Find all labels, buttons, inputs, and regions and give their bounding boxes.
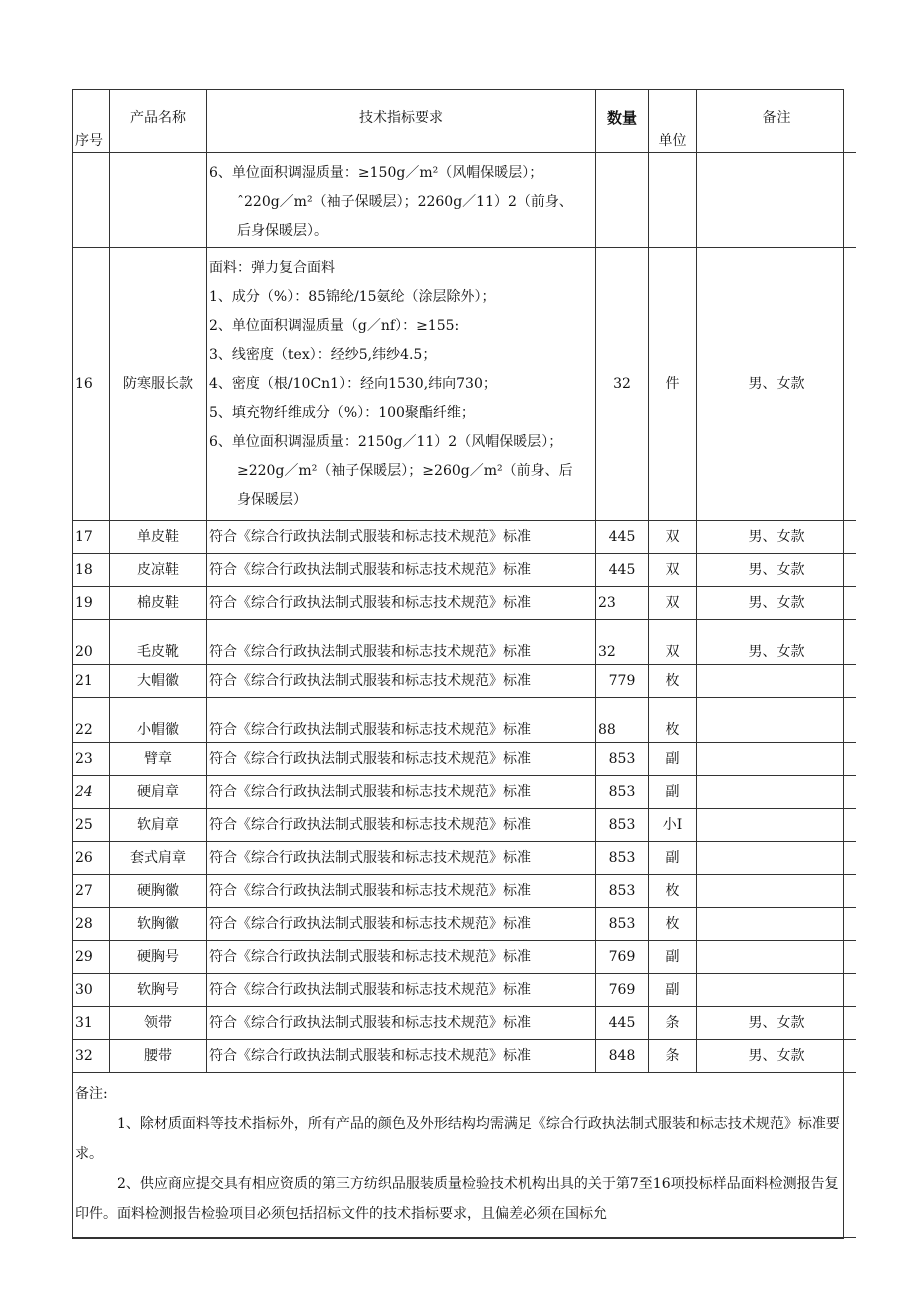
row-unit: 副: [649, 743, 697, 776]
row-name: 小帽徽: [110, 698, 207, 743]
row-note: 男、女款: [697, 521, 857, 554]
row-no: 19: [73, 587, 110, 620]
header-spec: 技术指标要求: [207, 90, 596, 153]
spec-line: 4、密度（根/10Cn1）：经向1530,纬向730；: [209, 376, 497, 392]
table-row: [73, 842, 856, 875]
continued-note-cell: [697, 153, 857, 248]
row-unit: 双: [649, 521, 697, 554]
row-name: 软胸徽: [110, 908, 207, 941]
header-note: 备注: [697, 90, 857, 153]
row-no: 29: [73, 941, 110, 974]
table-row: [73, 1040, 856, 1073]
continued-spec-cell: [207, 153, 596, 248]
spec-line: 面料：弹力复合面料: [209, 260, 335, 276]
row-name: 臂章: [110, 743, 207, 776]
row-name: 防寒服长款: [110, 248, 207, 521]
row-note: 男、女款: [697, 1007, 857, 1040]
row-unit: 副: [649, 941, 697, 974]
row-spec: 符合《综合行政执法制式服装和标志技术规范》标准: [207, 776, 596, 809]
continued-unit-cell: [649, 153, 697, 248]
requirements-table-frame: [72, 89, 844, 1239]
row-unit: 双: [649, 554, 697, 587]
row-spec: 符合《综合行政执法制式服装和标志技术规范》标准: [207, 908, 596, 941]
row-no: 24: [73, 776, 110, 809]
row-qty: 779: [596, 665, 649, 698]
row-unit: 小I: [649, 809, 697, 842]
row-no: 30: [73, 974, 110, 1007]
row-note: [697, 809, 857, 842]
row-qty: 853: [596, 809, 649, 842]
row-qty: 769: [596, 941, 649, 974]
row-no: 23: [73, 743, 110, 776]
notes-row: [73, 1073, 856, 1238]
row-no: 17: [73, 521, 110, 554]
row-note: [697, 908, 857, 941]
table-row: [73, 1007, 856, 1040]
row-spec: 符合《综合行政执法制式服装和标志技术规范》标准: [207, 1040, 596, 1073]
table-row: [73, 620, 856, 665]
row-unit: 枚: [649, 665, 697, 698]
continued-spec-line: 6、单位面积调湿质量：≥150g／m²（风帽保暖层）；: [209, 165, 544, 181]
row-no: 28: [73, 908, 110, 941]
row-name: 单皮鞋: [110, 521, 207, 554]
row-note: [697, 776, 857, 809]
header-name: 产品名称: [110, 90, 207, 153]
header-unit: 单位: [649, 90, 697, 153]
spec-line: 身保暖层）: [237, 492, 307, 508]
row-no: 26: [73, 842, 110, 875]
row-unit: 双: [649, 587, 697, 620]
row-no: 16: [73, 248, 110, 521]
row-unit: 条: [649, 1007, 697, 1040]
spec-line: ≥220g／m²（袖子保暖层）；≥260g／m²（前身、后: [237, 463, 573, 479]
row-spec: [207, 248, 596, 521]
table-row: [73, 875, 856, 908]
row-name: 毛皮靴: [110, 620, 207, 665]
row-qty: 853: [596, 908, 649, 941]
table-row: [73, 521, 856, 554]
row-qty: 32: [596, 620, 649, 665]
row-no: 32: [73, 1040, 110, 1073]
table-row: [73, 554, 856, 587]
notes-title: 备注:: [75, 1086, 108, 1102]
notes-paragraph: 2、供应商应提交具有相应资质的第三方纺织品服装质量检验技术机构出具的关于第7至16项投标样品面料检测报告复印件。面料检测报告检验项目必须包括招标文件的技术指标要求，且偏差必须在国标允: [75, 1176, 839, 1222]
row-no: 18: [73, 554, 110, 587]
row-spec: 符合《综合行政执法制式服装和标志技术规范》标准: [207, 521, 596, 554]
row-name: 腰带: [110, 1040, 207, 1073]
table-row: [73, 776, 856, 809]
row-qty: 445: [596, 521, 649, 554]
row-qty: 32: [596, 248, 649, 521]
row-spec: 符合《综合行政执法制式服装和标志技术规范》标准: [207, 620, 596, 665]
row-name: 领带: [110, 1007, 207, 1040]
row-no: 25: [73, 809, 110, 842]
row-spec: 符合《综合行政执法制式服装和标志技术规范》标准: [207, 842, 596, 875]
spec-line: 1、成分（%）：85锦纶/15氨纶（涂层除外）；: [209, 289, 496, 305]
row-qty: 88: [596, 698, 649, 743]
row-unit: 枚: [649, 875, 697, 908]
row-qty: 445: [596, 554, 649, 587]
row-note: [697, 698, 857, 743]
spec-line: 2、单位面积调湿质量（g／nf）：≥155:: [209, 318, 460, 334]
row-qty: 853: [596, 776, 649, 809]
row-note: 男、女款: [697, 554, 857, 587]
row-unit: 双: [649, 620, 697, 665]
row-qty: 445: [596, 1007, 649, 1040]
row-name: 套式肩章: [110, 842, 207, 875]
row-note: 男、女款: [697, 1040, 857, 1073]
table-header-row: [73, 90, 856, 153]
row-spec: 符合《综合行政执法制式服装和标志技术规范》标准: [207, 665, 596, 698]
row-unit: 副: [649, 842, 697, 875]
row-no: 27: [73, 875, 110, 908]
row-name: 棉皮鞋: [110, 587, 207, 620]
spec-line: 5、填充物纤维成分（%）：100聚酯纤维；: [209, 405, 475, 421]
table-row: [73, 809, 856, 842]
table-row: [73, 908, 856, 941]
notes-cell: [73, 1073, 856, 1238]
continued-qty-cell: [596, 153, 649, 248]
row-name: 大帽徽: [110, 665, 207, 698]
row-unit: 枚: [649, 908, 697, 941]
row-spec: 符合《综合行政执法制式服装和标志技术规范》标准: [207, 587, 596, 620]
row-note: [697, 941, 857, 974]
continued-spec-line: 后身保暖层）。: [237, 223, 328, 239]
row-unit: 条: [649, 1040, 697, 1073]
spec-line: 3、线密度（tex）：经纱5,纬纱4.5；: [209, 347, 437, 363]
row-unit: 枚: [649, 698, 697, 743]
row-no: 31: [73, 1007, 110, 1040]
row-note: 男、女款: [697, 587, 857, 620]
table-row: [73, 698, 856, 743]
row-spec: 符合《综合行政执法制式服装和标志技术规范》标准: [207, 941, 596, 974]
row-note: 男、女款: [697, 620, 857, 665]
row-note: [697, 875, 857, 908]
row-qty: 848: [596, 1040, 649, 1073]
spec-lines: [209, 254, 593, 512]
table-row: [73, 587, 856, 620]
row-spec: 符合《综合行政执法制式服装和标志技术规范》标准: [207, 743, 596, 776]
continued-row: [73, 153, 856, 248]
row-spec: 符合《综合行政执法制式服装和标志技术规范》标准: [207, 875, 596, 908]
continued-no-cell: [73, 153, 110, 248]
row-unit: 副: [649, 776, 697, 809]
table-row: [73, 665, 856, 698]
row-spec: 符合《综合行政执法制式服装和标志技术规范》标准: [207, 809, 596, 842]
row-note: [697, 665, 857, 698]
requirements-table: [73, 90, 856, 1238]
continued-name-cell: [110, 153, 207, 248]
table-row: [73, 974, 856, 1007]
row-no: 21: [73, 665, 110, 698]
row-name: 软胸号: [110, 974, 207, 1007]
notes-paragraph: 1、除材质面料等技术指标外，所有产品的颜色及外形结构均需满足《综合行政执法制式服装和标志技术规范》标准要求。: [75, 1116, 840, 1162]
row-note: 男、女款: [697, 248, 857, 521]
table-row: [73, 941, 856, 974]
header-no: 序号: [73, 90, 110, 153]
row-note: [697, 974, 857, 1007]
row-qty: 853: [596, 842, 649, 875]
row-qty: 23: [596, 587, 649, 620]
row-qty: 853: [596, 743, 649, 776]
row-spec: 符合《综合行政执法制式服装和标志技术规范》标准: [207, 698, 596, 743]
row-spec: 符合《综合行政执法制式服装和标志技术规范》标准: [207, 1007, 596, 1040]
row-note: [697, 743, 857, 776]
table-row: [73, 743, 856, 776]
header-qty: 数量: [596, 90, 649, 153]
row-qty: 853: [596, 875, 649, 908]
row-no: 20: [73, 620, 110, 665]
row-spec: 符合《综合行政执法制式服装和标志技术规范》标准: [207, 554, 596, 587]
table-row-16: [73, 248, 856, 521]
row-spec: 符合《综合行政执法制式服装和标志技术规范》标准: [207, 974, 596, 1007]
row-unit: 件: [649, 248, 697, 521]
row-name: 硬胸号: [110, 941, 207, 974]
row-name: 硬胸徽: [110, 875, 207, 908]
row-unit: 副: [649, 974, 697, 1007]
spec-line: 6、单位面积调湿质量：2150g／11）2（风帽保暖层）；: [209, 434, 563, 450]
row-name: 皮凉鞋: [110, 554, 207, 587]
row-qty: 769: [596, 974, 649, 1007]
row-name: 软肩章: [110, 809, 207, 842]
row-name: 硬肩章: [110, 776, 207, 809]
row-no: 22: [73, 698, 110, 743]
row-note: [697, 842, 857, 875]
continued-spec-line: ˆ220g／m²（袖子保暖层）；2260g／11）2（前身、: [237, 194, 573, 210]
